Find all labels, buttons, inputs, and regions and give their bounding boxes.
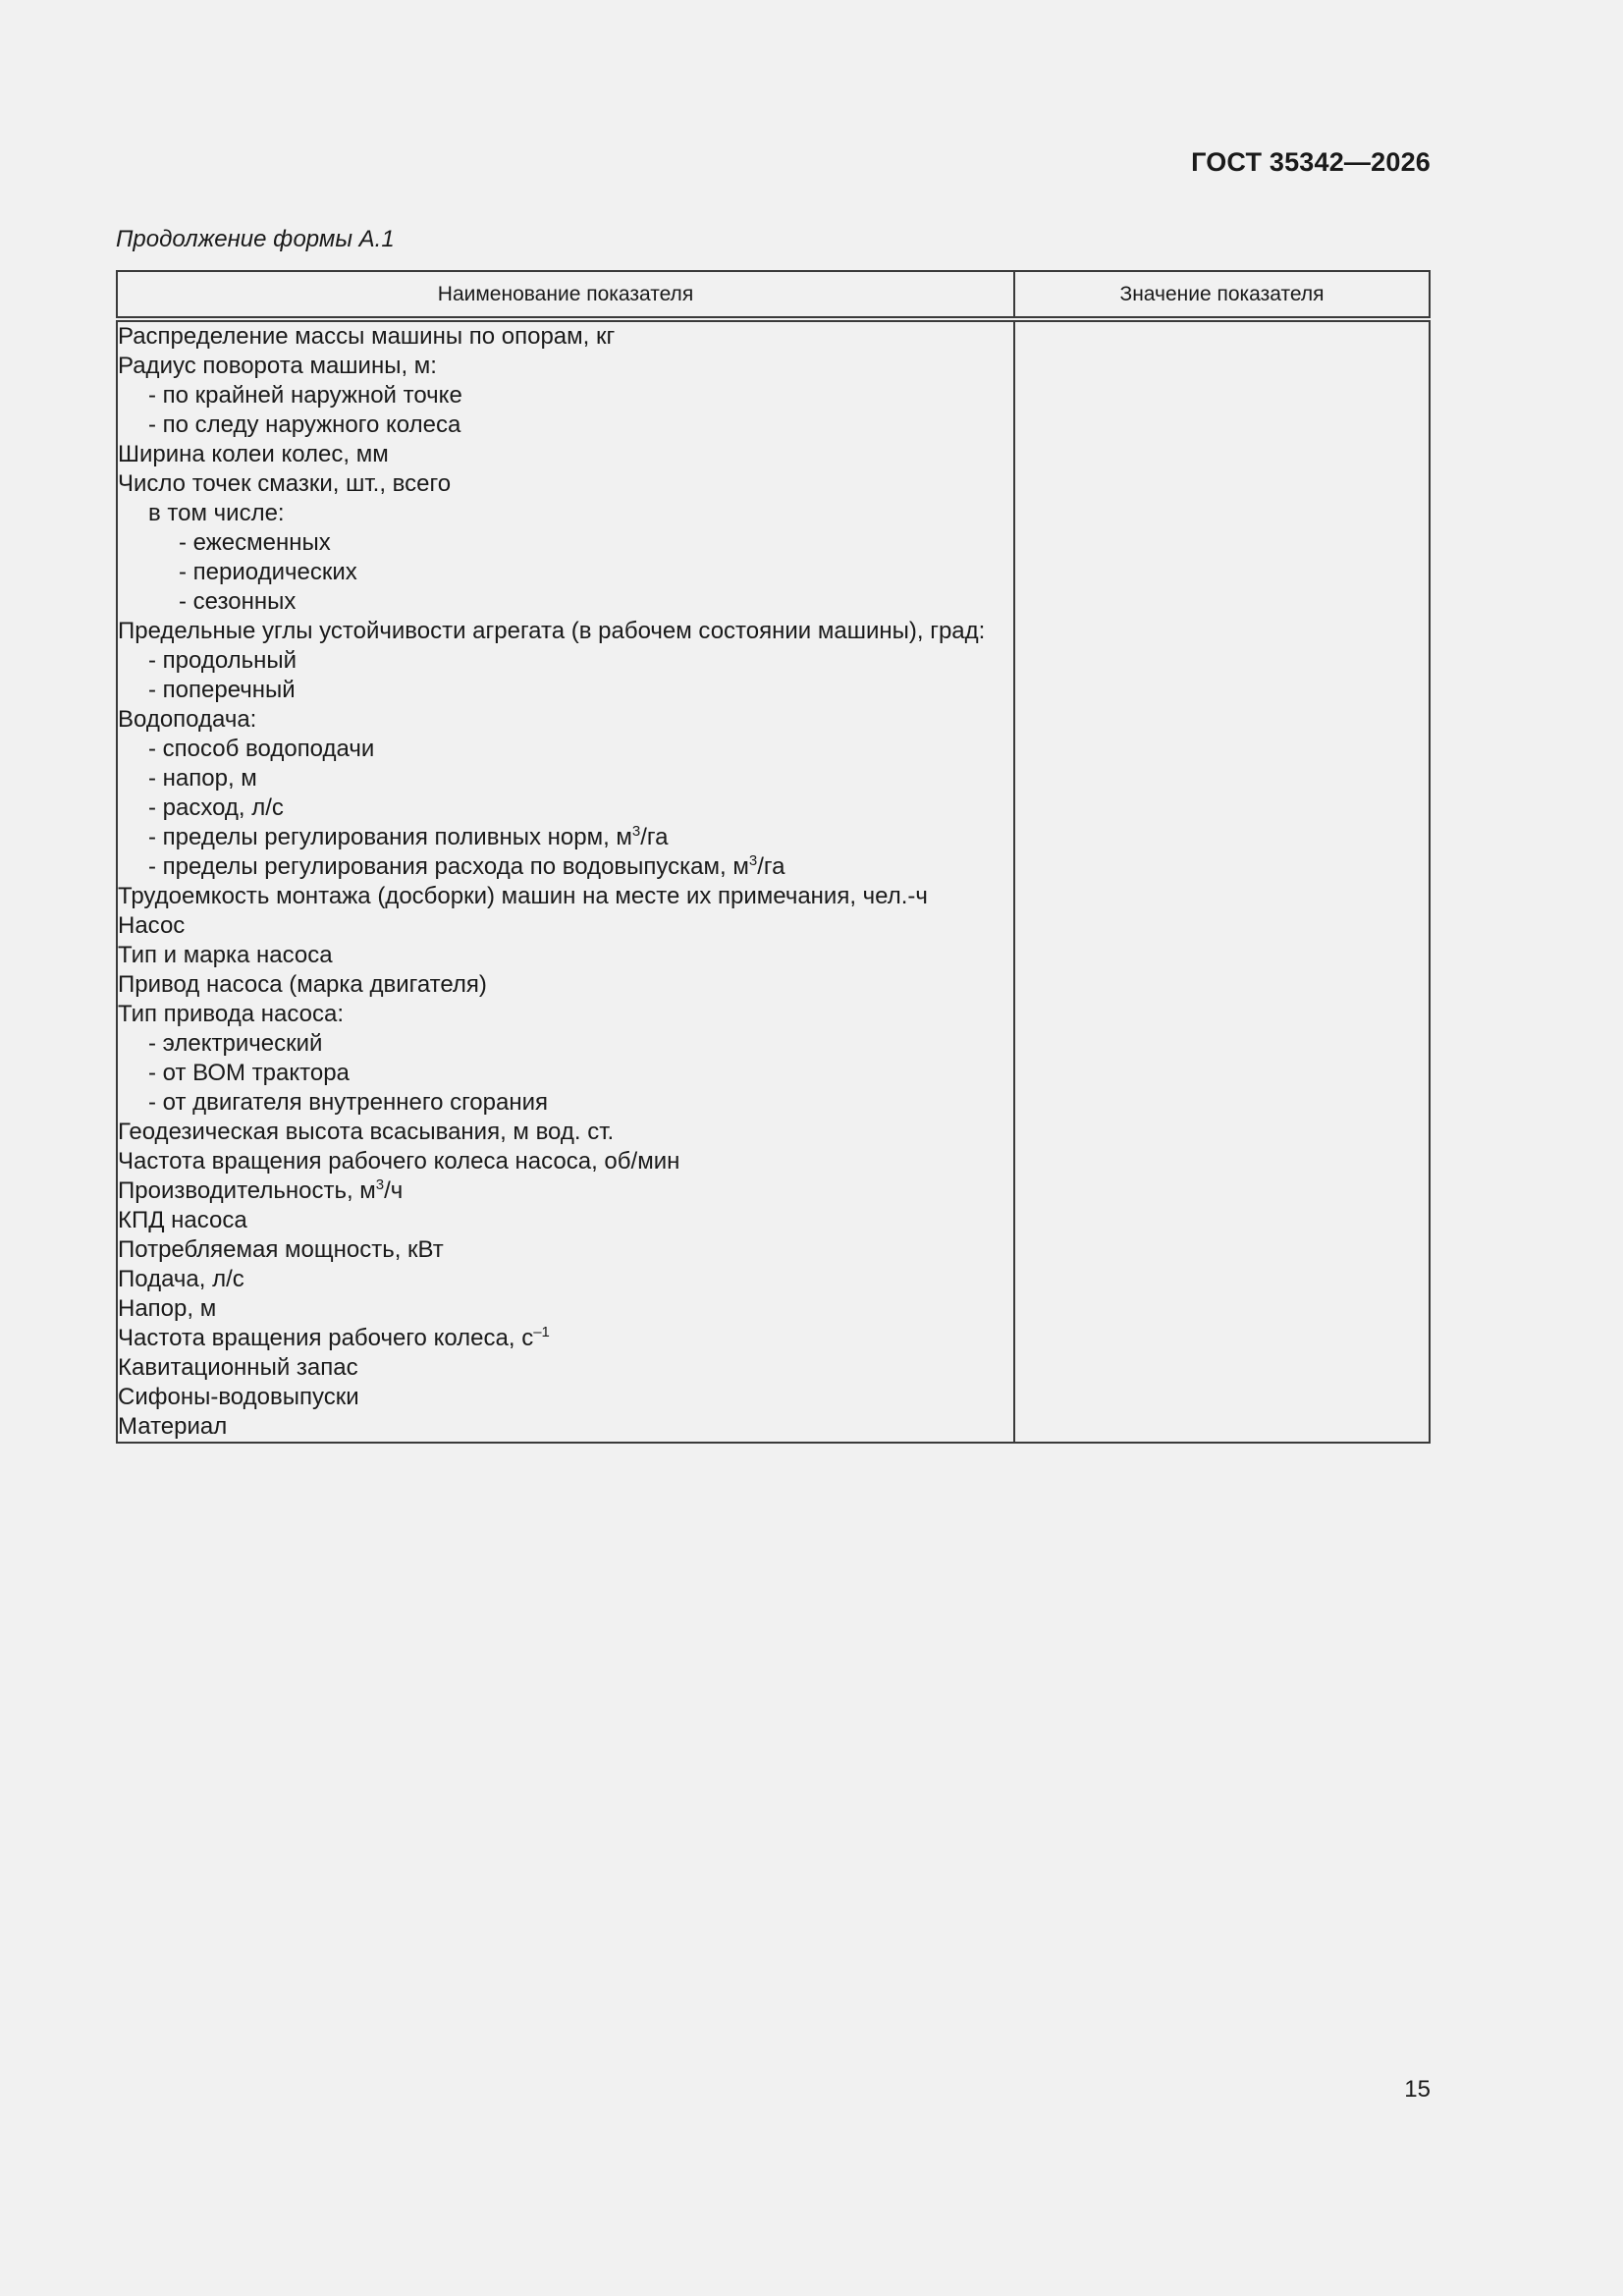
- indicator-text: - периодических: [179, 559, 357, 585]
- table-row: [117, 735, 1430, 764]
- indicator-line: [118, 1412, 1013, 1442]
- indicator-value-cell[interactable]: [1014, 1206, 1430, 1235]
- document-code: ГОСТ 35342—2026: [1191, 147, 1431, 177]
- table-row: [117, 970, 1430, 1000]
- indicator-line: [118, 882, 1013, 911]
- indicator-name-cell: [117, 440, 1014, 617]
- table-row: [117, 1147, 1430, 1176]
- table-row: [117, 1088, 1430, 1118]
- indicator-line: [118, 823, 1013, 852]
- indicator-value-cell[interactable]: [1014, 1412, 1430, 1443]
- indicator-name-cell: [117, 1235, 1014, 1265]
- indicator-text: Производительность, м: [118, 1177, 376, 1204]
- table-row: [117, 440, 1430, 617]
- unit-suffix: /га: [757, 853, 785, 880]
- indicator-line: [118, 1118, 1013, 1147]
- indicator-line: [118, 1059, 1013, 1088]
- table-row: [117, 1059, 1430, 1088]
- table-row: [117, 705, 1430, 735]
- column-header-indicator-value: Значение показателя: [1014, 271, 1430, 319]
- indicator-name-cell: [117, 1294, 1014, 1324]
- indicator-name-cell: [117, 1059, 1014, 1088]
- indicator-line: [118, 1000, 1013, 1029]
- indicator-text: КПД насоса: [118, 1207, 247, 1233]
- indicator-line: [118, 352, 1013, 381]
- indicator-line: [118, 440, 1013, 469]
- indicator-line: [118, 528, 1013, 558]
- indicator-line: [118, 1383, 1013, 1412]
- indicator-line: [118, 617, 1013, 646]
- indicator-text: Ширина колеи колес, мм: [118, 441, 389, 467]
- indicator-name-cell: [117, 1324, 1014, 1353]
- indicator-text: - способ водоподачи: [148, 736, 375, 762]
- indicator-name-cell: [117, 793, 1014, 823]
- indicator-line: [118, 410, 1013, 440]
- table-row: [117, 911, 1430, 941]
- indicator-line: [118, 1147, 1013, 1176]
- indicator-value-cell[interactable]: [1014, 319, 1430, 352]
- indicator-value-cell[interactable]: [1014, 1265, 1430, 1294]
- page-number: 15: [1404, 2076, 1431, 2103]
- indicator-value-cell[interactable]: [1014, 823, 1430, 852]
- indicator-text: Сифоны-водовыпуски: [118, 1384, 359, 1410]
- indicator-line: [118, 1265, 1013, 1294]
- indicator-line: [118, 852, 1013, 882]
- table-row: [117, 1383, 1430, 1412]
- column-header-indicator-name: Наименование показателя: [117, 271, 1014, 319]
- indicator-value-cell[interactable]: [1014, 1353, 1430, 1383]
- indicator-name-cell: [117, 941, 1014, 970]
- indicator-value-cell[interactable]: [1014, 1176, 1430, 1206]
- indicator-text: Насос: [118, 912, 186, 939]
- indicator-line: [118, 911, 1013, 941]
- indicator-name-cell: [117, 1353, 1014, 1383]
- indicator-line: [118, 793, 1013, 823]
- table-row: [117, 1265, 1430, 1294]
- indicator-line: [118, 764, 1013, 793]
- indicator-name-cell: [117, 970, 1014, 1000]
- indicator-line: [118, 1353, 1013, 1383]
- unit-superscript: –1: [533, 1324, 550, 1340]
- indicator-name-cell: [117, 1176, 1014, 1206]
- indicator-text: Напор, м: [118, 1295, 217, 1322]
- indicator-value-cell[interactable]: [1014, 735, 1430, 764]
- unit-superscript: 3: [631, 823, 641, 840]
- indicator-value-cell[interactable]: [1014, 1000, 1430, 1029]
- indicator-text: Водоподача:: [118, 706, 257, 733]
- indicator-name-cell: [117, 1383, 1014, 1412]
- indicator-text: - расход, л/с: [148, 794, 284, 821]
- indicator-text: - сезонных: [179, 588, 297, 615]
- indicator-value-cell[interactable]: [1014, 1383, 1430, 1412]
- table-row: [117, 823, 1430, 852]
- indicator-text: - от ВОМ трактора: [148, 1060, 350, 1086]
- indicator-value-cell[interactable]: [1014, 793, 1430, 823]
- indicator-name-cell: [117, 764, 1014, 793]
- indicator-value-cell[interactable]: [1014, 352, 1430, 440]
- indicator-text: - ежесменных: [179, 529, 331, 556]
- indicator-value-cell[interactable]: [1014, 440, 1430, 617]
- indicator-name-cell: [117, 352, 1014, 440]
- table-row: [117, 882, 1430, 911]
- table-row: [117, 852, 1430, 882]
- indicator-name-cell: [117, 1265, 1014, 1294]
- indicator-line: [118, 1088, 1013, 1118]
- indicator-value-cell[interactable]: [1014, 705, 1430, 735]
- indicator-form-table: [116, 270, 1431, 1444]
- indicator-value-cell[interactable]: [1014, 1029, 1430, 1059]
- indicator-line: [118, 558, 1013, 587]
- indicator-text: - продольный: [148, 647, 298, 674]
- table-row: [117, 1324, 1430, 1353]
- indicator-name-cell: [117, 911, 1014, 941]
- indicator-name-cell: [117, 1000, 1014, 1029]
- indicator-text: Подача, л/с: [118, 1266, 244, 1292]
- indicator-name-cell: [117, 1206, 1014, 1235]
- indicator-name-cell: [117, 823, 1014, 852]
- indicator-line: [118, 1029, 1013, 1059]
- indicator-line: [118, 970, 1013, 1000]
- table-row: [117, 764, 1430, 793]
- indicator-text: Радиус поворота машины, м:: [118, 353, 437, 379]
- table-row: [117, 319, 1430, 352]
- table-row: [117, 1412, 1430, 1443]
- indicator-value-cell[interactable]: [1014, 764, 1430, 793]
- indicator-text: Предельные углы устойчивости агрегата (в рабочем состоянии машины), град:: [118, 618, 986, 644]
- indicator-name-cell: [117, 735, 1014, 764]
- table-header-row: [117, 271, 1430, 319]
- indicator-value-cell[interactable]: [1014, 617, 1430, 705]
- indicator-text: в том числе:: [148, 500, 285, 526]
- table-row: [117, 1235, 1430, 1265]
- indicator-name-cell: [117, 1147, 1014, 1176]
- indicator-line: [118, 499, 1013, 528]
- indicator-text: - по следу наружного колеса: [148, 411, 461, 438]
- indicator-text: Распределение массы машины по опорам, кг: [118, 323, 616, 350]
- indicator-line: [118, 381, 1013, 410]
- indicator-text: Привод насоса (марка двигателя): [118, 971, 487, 998]
- indicator-name-cell: [117, 705, 1014, 735]
- indicator-value-cell[interactable]: [1014, 1088, 1430, 1118]
- indicator-name-cell: [117, 1118, 1014, 1147]
- table-row: [117, 1176, 1430, 1206]
- indicator-line: [118, 587, 1013, 617]
- indicator-line: [118, 646, 1013, 676]
- indicator-line: [118, 941, 1013, 970]
- table-body: [117, 319, 1430, 1443]
- indicator-text: - пределы регулирования расхода по водовыпускам, м: [148, 853, 749, 880]
- indicator-name-cell: [117, 1088, 1014, 1118]
- indicator-text: Частота вращения рабочего колеса, с: [118, 1325, 534, 1351]
- indicator-text: Трудоемкость монтажа (досборки) машин на месте их примечания, чел.-ч: [118, 883, 928, 909]
- indicator-text: Число точек смазки, шт., всего: [118, 470, 452, 497]
- indicator-text: Тип и марка насоса: [118, 942, 333, 968]
- indicator-value-cell[interactable]: [1014, 970, 1430, 1000]
- table-row: [117, 617, 1430, 705]
- indicator-value-cell[interactable]: [1014, 1118, 1430, 1147]
- indicator-value-cell[interactable]: [1014, 882, 1430, 911]
- indicator-text: - напор, м: [148, 765, 257, 792]
- indicator-line: [118, 1176, 1013, 1206]
- indicator-text: - электрический: [148, 1030, 323, 1057]
- table-row: [117, 1294, 1430, 1324]
- table-row: [117, 793, 1430, 823]
- indicator-value-cell[interactable]: [1014, 1147, 1430, 1176]
- indicator-line: [118, 705, 1013, 735]
- indicator-line: [118, 735, 1013, 764]
- indicator-name-cell: [117, 1412, 1014, 1443]
- indicator-line: [118, 676, 1013, 705]
- indicator-text: Геодезическая высота всасывания, м вод. ст.: [118, 1119, 615, 1145]
- form-continuation-label: Продолжение формы А.1: [116, 226, 395, 252]
- indicator-text: Тип привода насоса:: [118, 1001, 344, 1027]
- table-row: [117, 1206, 1430, 1235]
- table-row: [117, 1000, 1430, 1029]
- indicator-text: - по крайней наружной точке: [148, 382, 462, 409]
- indicator-value-cell[interactable]: [1014, 941, 1430, 970]
- indicator-value-cell[interactable]: [1014, 1324, 1430, 1353]
- indicator-text: Материал: [118, 1413, 228, 1440]
- indicator-value-cell[interactable]: [1014, 911, 1430, 941]
- unit-superscript: 3: [748, 852, 758, 869]
- indicator-line: [118, 1235, 1013, 1265]
- indicator-line: [118, 322, 1013, 352]
- indicator-line: [118, 1206, 1013, 1235]
- table-row: [117, 941, 1430, 970]
- indicator-line: [118, 1294, 1013, 1324]
- indicator-name-cell: [117, 617, 1014, 705]
- indicator-name-cell: [117, 852, 1014, 882]
- indicator-name-cell: [117, 319, 1014, 352]
- indicator-name-cell: [117, 882, 1014, 911]
- table-row: [117, 1118, 1430, 1147]
- indicator-value-cell[interactable]: [1014, 1235, 1430, 1265]
- table-row: [117, 352, 1430, 440]
- table-row: [117, 1353, 1430, 1383]
- unit-suffix: /ч: [384, 1177, 404, 1204]
- indicator-value-cell[interactable]: [1014, 1059, 1430, 1088]
- indicator-line: [118, 1324, 1013, 1353]
- unit-suffix: /га: [640, 824, 669, 850]
- indicator-text: Кавитационный запас: [118, 1354, 358, 1381]
- indicator-name-cell: [117, 1029, 1014, 1059]
- indicator-text: - пределы регулирования поливных норм, м: [148, 824, 632, 850]
- unit-superscript: 3: [375, 1176, 385, 1193]
- table-row: [117, 1029, 1430, 1059]
- indicator-line: [118, 469, 1013, 499]
- indicator-text: Потребляемая мощность, кВт: [118, 1236, 444, 1263]
- indicator-value-cell[interactable]: [1014, 852, 1430, 882]
- indicator-text: - поперечный: [148, 677, 296, 703]
- indicator-text: - от двигателя внутреннего сгорания: [148, 1089, 549, 1116]
- indicator-text: Частота вращения рабочего колеса насоса, об/мин: [118, 1148, 680, 1175]
- indicator-value-cell[interactable]: [1014, 1294, 1430, 1324]
